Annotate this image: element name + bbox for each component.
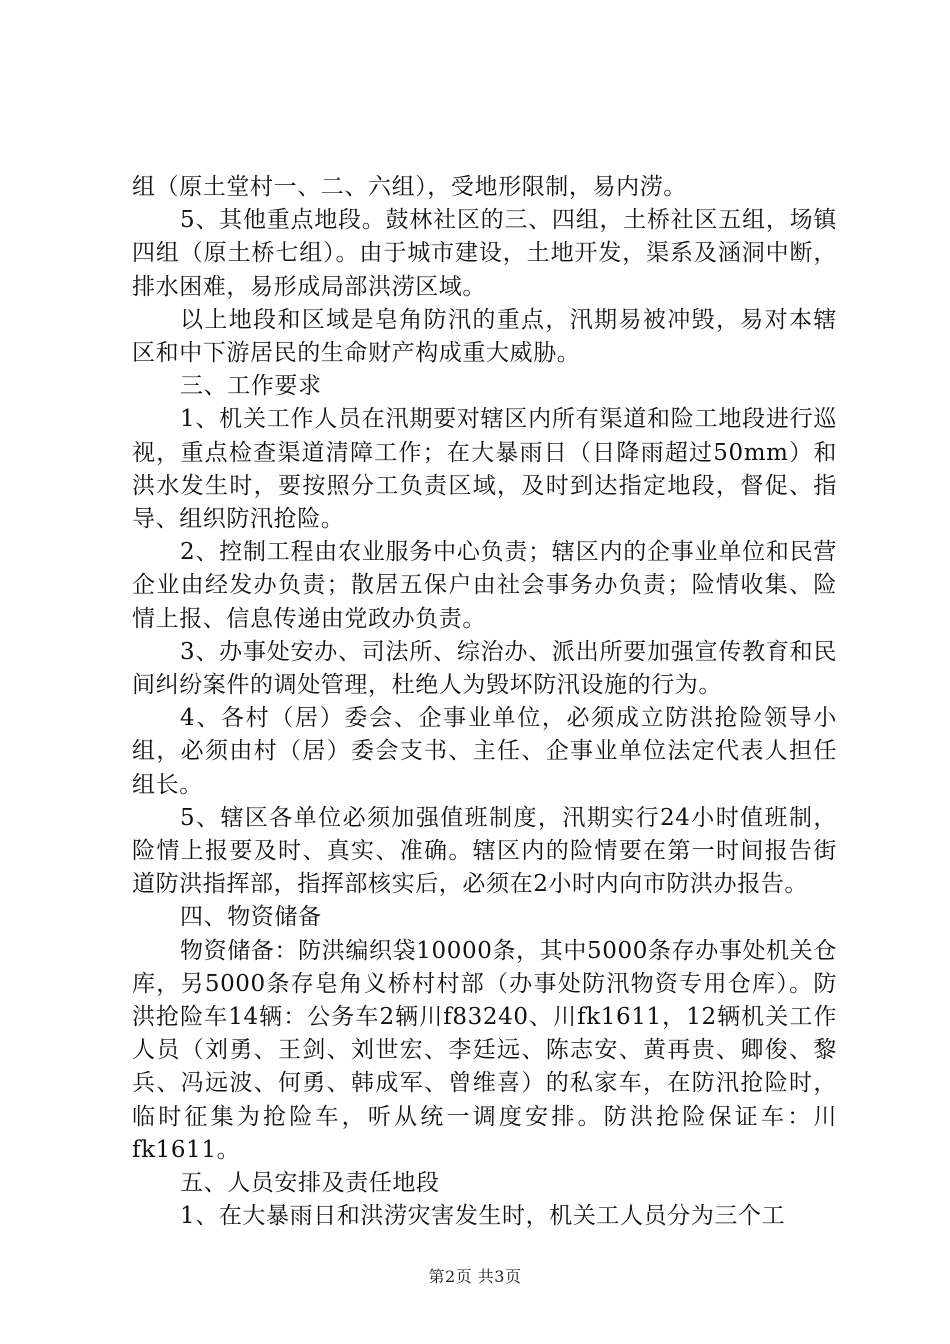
paragraph-key-section-5: 5、其他重点地段。鼓林社区的三、四组，土桥社区五组，场镇四组（原土桥七组）。由于城市建设，土地开发，渠系及涵洞中断，排水困难，易形成局部洪涝区域。: [132, 207, 837, 300]
section-heading-staffing: 五、人员安排及责任地段: [180, 1170, 440, 1197]
paragraph-summary: 以上地段和区域是皂角防汛的重点，汛期易被冲毁，易对本辖区和中下游居民的生命财产构成重大威胁。: [132, 306, 837, 367]
page-footer: [0, 1264, 950, 1287]
paragraph-requirement-4: 4、各村（居）委会、企事业单位，必须成立防洪抢险领导小组，必须由村（居）委会支书、主任、企事业单位法定代表人担任组长。: [132, 705, 837, 798]
paragraph-staffing-1: 1、在大暴雨日和洪涝灾害发生时，机关工人员分为三个工: [180, 1203, 786, 1230]
page-number-label: 第2页 共3页: [428, 1267, 522, 1286]
paragraph-continuation: 组（原土堂村一、二、六组），受地形限制，易内涝。: [132, 174, 687, 200]
paragraph-requirement-3: 3、办事处安办、司法所、综治办、派出所要加强宣传教育和民间纠纷案件的调处管理，杜绝人为毁坏防汛设施的行为。: [132, 638, 837, 699]
document-body: [132, 171, 837, 1234]
paragraph-requirement-5: 5、辖区各单位必须加强值班制度，汛期实行24小时值班制，险情上报要及时、真实、准确。辖区内的险情要在第一时间报告街道防洪指挥部，指挥部核实后，必须在2小时内向市防洪办报告。: [132, 804, 837, 898]
paragraph-materials: 物资储备：防洪编织袋10000条，其中5000条存办事处机关仓库，另5000条存皂角义桥村村部（办事处防汛物资专用仓库）。防洪抢险车14辆：公务车2辆川f83240、川fk1611，12辆机关工作人员（刘勇、王剑、刘世宏、李廷远、陈志安、黄再贵、卿俊、黎兵、冯远波、何勇、韩成军、曾维喜）的私家车，在防汛抢险时，临时征集为抢险车，听从统一调度安排。防洪抢险保证车：川fk1611。: [132, 937, 837, 1163]
section-heading-work-requirements: 三、工作要求: [180, 373, 322, 400]
paragraph-requirement-2: 2、控制工程由农业服务中心负责；辖区内的企事业单位和民营企业由经发办负责；散居五保户由社会事务办负责；险情收集、险情上报、信息传递由党政办负责。: [132, 539, 837, 632]
section-heading-materials: 四、物资储备: [180, 904, 322, 931]
paragraph-requirement-1: 1、机关工作人员在汛期要对辖区内所有渠道和险工地段进行巡视，重点检查渠道清障工作；在大暴雨日（日降雨超过50mm）和洪水发生时，要按照分工负责区域，及时到达指定地段，督促、指导、组织防汛抢险。: [132, 406, 837, 533]
